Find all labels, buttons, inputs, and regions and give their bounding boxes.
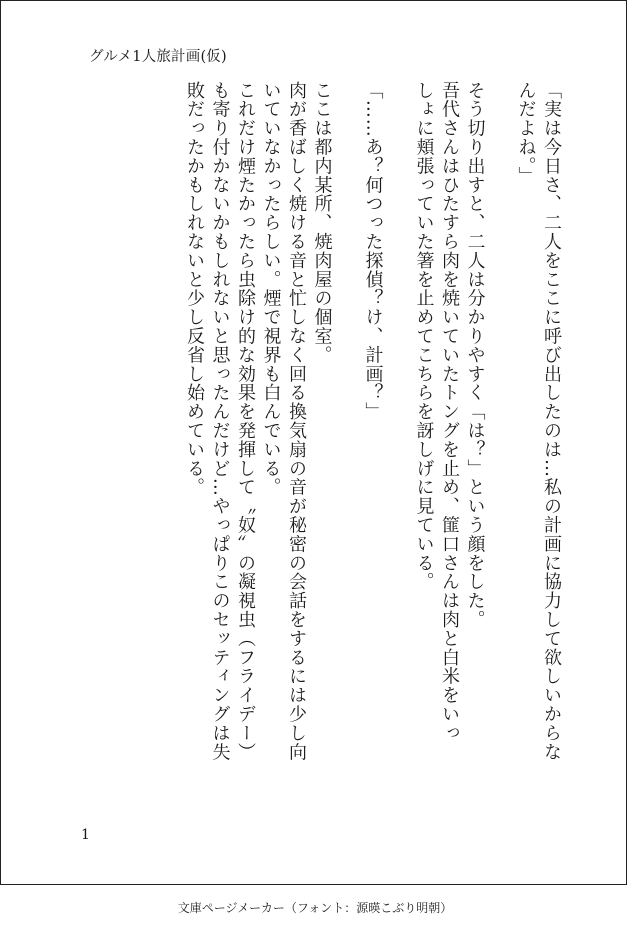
text-line: これだけ煙たかったら虫除け的な効果を発揮して〝奴〟の凝視虫（フライデー） xyxy=(235,81,256,762)
blank-line xyxy=(386,81,412,801)
text-line: んだよね。」 xyxy=(515,81,537,186)
text-line: いていなかったらしい。煙で視界も白んでいる。 xyxy=(260,81,282,497)
text-line: そう切り出すと、二人は分かりやすく「は？」という顔をした。 xyxy=(464,81,486,630)
text-line: 肉が香ばしく焼ける音と忙しなく回る換気扇の音が秘密の会話をするには少し向 xyxy=(286,81,307,762)
blank-line xyxy=(335,81,361,801)
text-line: 敗だったかもしれないと少し反省し始めている。 xyxy=(184,81,205,497)
blank-line xyxy=(488,81,514,801)
text-line: も寄り付かないかもしれないと思ったんだけど…やっぱりこのセッティングは失 xyxy=(209,81,231,762)
text-line: ここは都内某所、焼肉屋の個室。 xyxy=(311,81,333,365)
text-line: 「……あ？何つった探偵？け、計画？」 xyxy=(362,81,384,422)
text-line: 吾代さんはひたすら肉を焼いていたトングを止め、篚口さんは肉と白米をいっ xyxy=(439,81,460,743)
book-title: グルメ1人旅計画(仮) xyxy=(89,49,227,65)
generator-footer: 文庫ページメーカー（フォント：源暎こぶり明朝） xyxy=(177,901,453,915)
text-line: 「実は今日さ、二人をここに呼び出したのは…私の計画に協力して欲しいからな xyxy=(541,81,562,762)
text-line: しょに頬張っていた箸を止めてこちらを訝しげに見ている。 xyxy=(413,81,435,592)
vertical-body-text xyxy=(182,81,565,801)
page-number: 1 xyxy=(81,827,90,843)
